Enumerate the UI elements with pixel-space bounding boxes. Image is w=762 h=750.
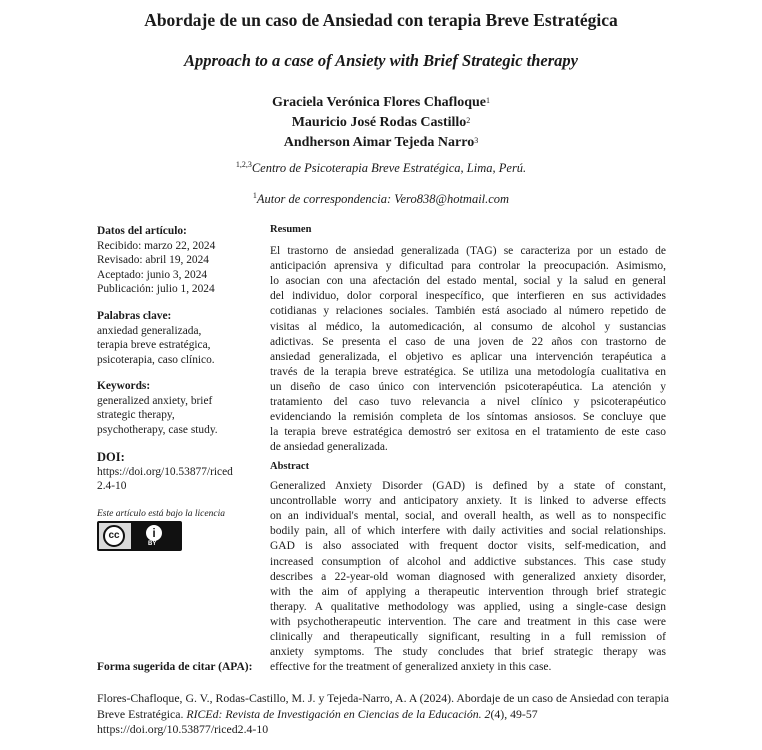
resumen-line: anticipación aprensiva y dificultad para controlar la preocupación. Asimismo, — [270, 260, 666, 273]
resumen-section — [270, 222, 666, 455]
accepted-date: Aceptado: junio 3, 2024 — [97, 268, 208, 281]
abstract-line: bodily pain, all of which interfere with daily activities and social relationships. — [270, 525, 666, 538]
palabra-clave-line: psicoterapia, caso clínico. — [97, 353, 215, 366]
abstract-line: GAD is also associated with frequent doctor visits, self-medication, and — [270, 540, 666, 553]
abstract-line: describes a 22-year-old woman diagnosed with generalized anxiety disorder, — [270, 570, 666, 583]
resumen-line: evidenciando la remisión completa de los síntomas ansiosos. Se concluye que — [270, 411, 666, 424]
resumen-line: un diseño de caso único con intervención psicoterapéutica. La atención y — [270, 380, 666, 393]
author-list — [0, 93, 762, 153]
palabra-clave-line: anxiedad generalizada, — [97, 324, 202, 337]
abstract-line: effective for the treatment of generalized anxiety in this case. — [270, 661, 552, 674]
author-2: Mauricio José Rodas Castillo$^2$ — [291, 115, 471, 130]
citation-doi-link[interactable]: https://doi.org/10.53877/riced2.4-10 — [97, 722, 269, 736]
received-date: Recibido: marzo 22, 2024 — [97, 239, 216, 252]
abstract-line: anxiety symptoms. The study concludes that brief strategic therapy was — [270, 646, 666, 659]
abstract-line: with the aim of applying a therapeutic intervention through brief strategic — [270, 585, 666, 598]
resumen-line: El trastorno de ansiedad generalizada (TAG) se caracteriza por un estado de — [270, 245, 666, 258]
abstract-line: increased consumption of alcohol and addictive substances. This case study — [270, 555, 666, 568]
resumen-line: través de la terapia breve estratégica. Se utiliza una metodología cualitativa en — [270, 365, 666, 378]
doi-block — [97, 450, 247, 494]
license-text: Este artículo está bajo la licencia — [97, 509, 225, 519]
resumen-line: de ansiedad generalizada. — [270, 441, 388, 454]
resumen-line: la terapia breve estratégica demostró ser exitosa en el tratamiento de este caso — [270, 426, 666, 439]
article-dates — [97, 224, 247, 297]
abstract-line: therapy. A qualitative methodology was applied, using a single-case design — [270, 600, 666, 613]
resumen-body — [270, 244, 666, 455]
published-date: Publicación: julio 1, 2024 — [97, 283, 215, 295]
resumen-heading: Resumen — [270, 224, 312, 235]
palabras-clave-heading: Palabras clave: — [97, 310, 172, 322]
resumen-line: visitas al médico, la automedicación, al consumo de alcohol y sustancias — [270, 320, 666, 333]
resumen-line: del individuo, dolor corporal inespecífico, que interfieren en sus actividades — [270, 290, 666, 303]
creative-commons-icon: cc — [103, 525, 125, 547]
page-title: Abordaje de un caso de Ansiedad con terapia Breve Estratégica — [144, 10, 618, 30]
abstract-line: Generalized Anxiety Disorder (GAD) is defined by a state of constant, — [270, 480, 666, 493]
attribution-icon: i — [145, 524, 163, 542]
abstract-line: uncontrollable worry and anticipatory anxiety. It is linked to adverse effects — [270, 495, 666, 508]
doi-heading: DOI: — [97, 450, 125, 464]
abstract-line: with psychotherapeutic intervention. The care and treatment in this case were — [270, 615, 666, 628]
keyword-line: strategic therapy, — [97, 409, 175, 421]
author-1: Graciela Verónica Flores Chafloque$^1$ — [272, 95, 490, 110]
corresponding-author: $^1$Autor de correspondencia: Vero838@hotmail.com — [252, 191, 510, 206]
keywords — [97, 379, 247, 437]
attribution-label: BY — [148, 541, 157, 547]
keyword-line: psychotherapy, case study. — [97, 423, 218, 436]
resumen-line: ansiedad generalizada, el objetivo es aplicar una intervención terapéutica a — [270, 350, 666, 363]
citation-heading: Forma sugerida de citar (APA): — [97, 661, 253, 673]
resumen-line: lo asocian con una afectación del estado mental, social y la salud en general — [270, 275, 666, 288]
keywords-heading: Keywords: — [97, 380, 151, 392]
affiliation: $^{1,2,3}$Centro de Psicoterapia Breve Estratégica, Lima, Perú. — [235, 160, 527, 175]
abstract-heading: Abstract — [270, 461, 310, 472]
article-dates-heading: Datos del artículo: — [97, 225, 187, 237]
abstract-body — [270, 479, 666, 675]
resumen-line: adictivas. Se presenta el caso de una joven de 22 años con trastorno de — [270, 335, 666, 348]
page-subtitle: Approach to a case of Ansiety with Brief Strategic therapy — [183, 51, 578, 70]
resumen-line: tratamiento del caso tuvo relevancia a nivel clínico y psicoterapéutico — [270, 396, 666, 409]
revised-date: Revisado: abril 19, 2024 — [97, 254, 209, 266]
citation-text: Flores-Chafloque, G. V., Rodas-Castillo, M. J. y Tejeda-Narro, A. A (2024). Abordaje de un caso de Ansiedad con terapia Breve Estratégica. RICEd: Revista de Investigación en Ciencias de la Educación. 2(4), 49-57 https://doi.org/10.53877/riced2.4-10 — [97, 691, 669, 736]
doi-link[interactable]: https://doi.org/10.53877/riced 2.4-10 — [97, 465, 233, 492]
keyword-line: generalized anxiety, brief — [97, 394, 213, 407]
palabras-clave — [97, 309, 247, 367]
author-3: Andherson Aimar Tejeda Narro$^3$ — [283, 135, 479, 150]
abstract-line: clinically and therapeutically significant, resulting in a full remission of — [270, 631, 666, 644]
abstract-section — [270, 459, 666, 675]
resumen-line: cotidianas y relaciones sociales. También está asociado al número repetido de — [270, 305, 666, 318]
abstract-line: on an individual's mental, social, and overall health, as well as to nonspecific — [270, 510, 666, 523]
palabra-clave-line: terapia breve estratégica, — [97, 339, 211, 351]
cc-by-license-badge[interactable] — [97, 521, 182, 551]
